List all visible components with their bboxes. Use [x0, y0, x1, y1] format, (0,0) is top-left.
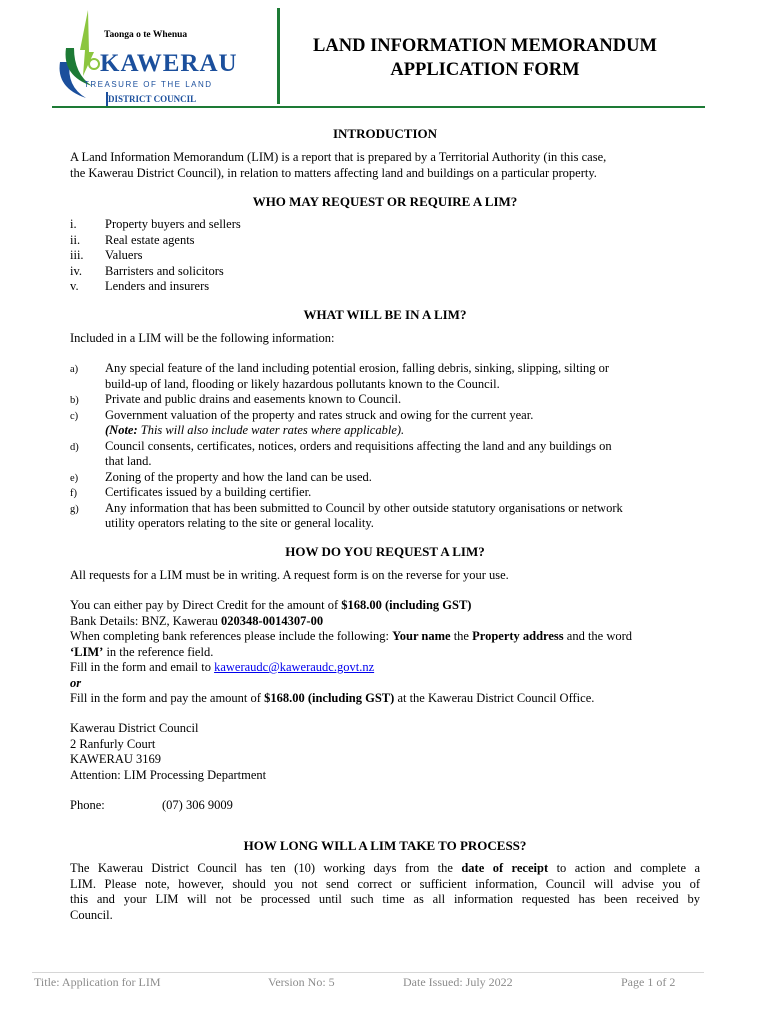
ref-address: Property address [472, 629, 564, 643]
who-item-num: iv. [70, 263, 83, 278]
ref-post: and the word [563, 629, 633, 643]
intro-paragraph [70, 150, 700, 181]
document-title [285, 34, 685, 82]
footer-version: Version No: 5 [268, 975, 335, 989]
who-heading: WHO MAY REQUEST OR REQUIRE A LIM? [252, 194, 518, 209]
logo-name: KAWERAU [100, 50, 238, 77]
how-heading: HOW DO YOU REQUEST A LIM? [285, 544, 485, 559]
what-heading: WHAT WILL BE IN A LIM? [303, 307, 467, 322]
bank-label: Bank Details: BNZ, Kawerau [70, 613, 222, 628]
what-item-e: Zoning of the property and how the land can be used. [105, 469, 372, 484]
reference-lim [70, 645, 700, 661]
what-item-a-line2: build-up of land, flooding or likely hazardous pollutants known to the Council. [105, 376, 500, 391]
or-separator: or [70, 675, 82, 690]
email-text: Fill in the form and email to [70, 660, 215, 674]
title-line1: LAND INFORMATION MEMORANDUM [313, 36, 657, 56]
what-item-c-note [105, 423, 705, 439]
council-address [70, 721, 700, 783]
office-amount: $168.00 (including GST) [264, 691, 395, 705]
what-item-a-line1: Any special feature of the land including potential erosion, falling debris, sinking, slipping, silting or [105, 361, 610, 375]
who-item-text: Real estate agents [105, 232, 195, 247]
logo-council-bar [106, 92, 108, 106]
bank-account: 020348-0014307-00 [221, 613, 324, 628]
what-item-num: c) [70, 410, 79, 422]
who-list [0, 217, 770, 297]
what-item-num: b) [70, 395, 79, 406]
logo-council: DISTRICT COUNCIL [108, 94, 197, 104]
note-text: This will also include water rates where applicable). [137, 423, 405, 437]
note-label: (Note: [105, 423, 138, 437]
what-item-d-line1: Council consents, certificates, notices, orders and requisitions affecting the land and any buildings on [105, 438, 612, 453]
ref-text: When completing bank references please include the following: [70, 629, 393, 643]
title-line2: APPLICATION FORM [390, 60, 580, 80]
footer-page: Page 1 of 2 [621, 975, 676, 989]
intro-line1: A Land Information Memorandum (LIM) is a report that is prepared by a Territorial Authority (in this case, [70, 150, 607, 164]
header-vertical-rule [277, 8, 280, 104]
reference-instructions [70, 629, 700, 645]
date-of-receipt: date of receipt [461, 861, 549, 875]
what-item-b: Private and public drains and easements known to Council. [105, 392, 402, 406]
phone-label: Phone: [70, 798, 105, 812]
logo-tagline: Taonga o te Whenua [104, 30, 188, 40]
address-line: Kawerau District Council [70, 721, 199, 735]
office-post: at the Kawerau District Council Office. [394, 691, 595, 705]
what-item-num: d) [70, 441, 79, 453]
email-link[interactable]: kaweraudc@kaweraudc.govt.nz [214, 660, 375, 674]
long-line1-text: The Kawerau District Council has ten (10) working days from the [70, 861, 462, 875]
kawerau-logo [52, 4, 252, 108]
what-item-num: e) [70, 472, 79, 484]
logo-subtitle: TREASURE OF THE LAND [84, 80, 213, 89]
office-payment [70, 691, 700, 707]
who-item-num: iii. [70, 248, 84, 262]
long-heading: HOW LONG WILL A LIM TAKE TO PROCESS? [243, 838, 527, 853]
who-item-num: i. [70, 217, 77, 231]
email-instructions [70, 660, 700, 676]
address-line: Attention: LIM Processing Department [70, 767, 267, 782]
how-writing: All requests for a LIM must be in writing. A request form is on the reverse for your use. [70, 568, 509, 582]
pay-direct-credit [70, 598, 700, 614]
bank-details [70, 614, 700, 630]
phone-number: (07) 306 9009 [162, 798, 233, 812]
what-item-num: a) [70, 364, 79, 375]
long-line3: this and your LIM will not be processed until such time as all information requested has been received by [70, 892, 700, 906]
who-item-text: Property buyers and sellers [105, 217, 241, 231]
ref-name: Your name [392, 629, 451, 643]
who-item-text: Valuers [105, 248, 143, 262]
long-line1-post: to action and complete a [548, 861, 700, 875]
what-list [0, 361, 770, 533]
address-line: 2 Ranfurly Court [70, 736, 156, 751]
address-line: KAWERAU 3169 [70, 752, 162, 766]
what-item-d-line2: that land. [105, 454, 152, 468]
what-item-num: f) [70, 488, 77, 499]
who-item-num: v. [70, 279, 79, 293]
long-paragraph [70, 861, 700, 923]
who-item-text: Lenders and insurers [105, 279, 210, 293]
what-item-c: Government valuation of the property and rates struck and owing for the current year. [105, 407, 534, 422]
long-line1 [70, 861, 700, 877]
what-item-g-line1: Any information that has been submitted to Council by other outside statutory organisations or network [105, 500, 623, 515]
how-payment-block [70, 598, 700, 707]
what-item-g-line2: utility operators relating to the site or general locality. [105, 516, 374, 530]
header-horizontal-rule [52, 106, 705, 108]
footer-date: Date Issued: July 2022 [403, 975, 513, 989]
intro-heading: INTRODUCTION [332, 126, 437, 141]
what-item-f: Certificates issued by a building certifier. [105, 485, 312, 499]
ref-lim-post: in the reference field. [103, 644, 214, 659]
footer-title: Title: Application for LIM [34, 975, 161, 989]
who-item-text: Barristers and solicitors [105, 263, 224, 278]
long-line4: Council. [70, 907, 113, 922]
ref-the: the [450, 629, 473, 643]
pay-text: You can either pay by Direct Credit for the amount of [70, 598, 342, 612]
what-intro: Included in a LIM will be the following information: [70, 331, 335, 345]
what-item-num: g) [70, 503, 79, 515]
intro-line2: the Kawerau District Council), in relation to matters affecting land and buildings on a particular property. [70, 165, 597, 180]
long-line2: LIM. Please note, however, should you not send correct or sufficient information, Council will advise you of [70, 876, 700, 891]
pay-amount: $168.00 (including GST) [341, 598, 472, 612]
who-item-num: ii. [70, 232, 81, 247]
footer [32, 972, 704, 989]
office-text: Fill in the form and pay the amount of [70, 691, 265, 705]
ref-lim-word: ‘LIM’ [70, 644, 104, 659]
